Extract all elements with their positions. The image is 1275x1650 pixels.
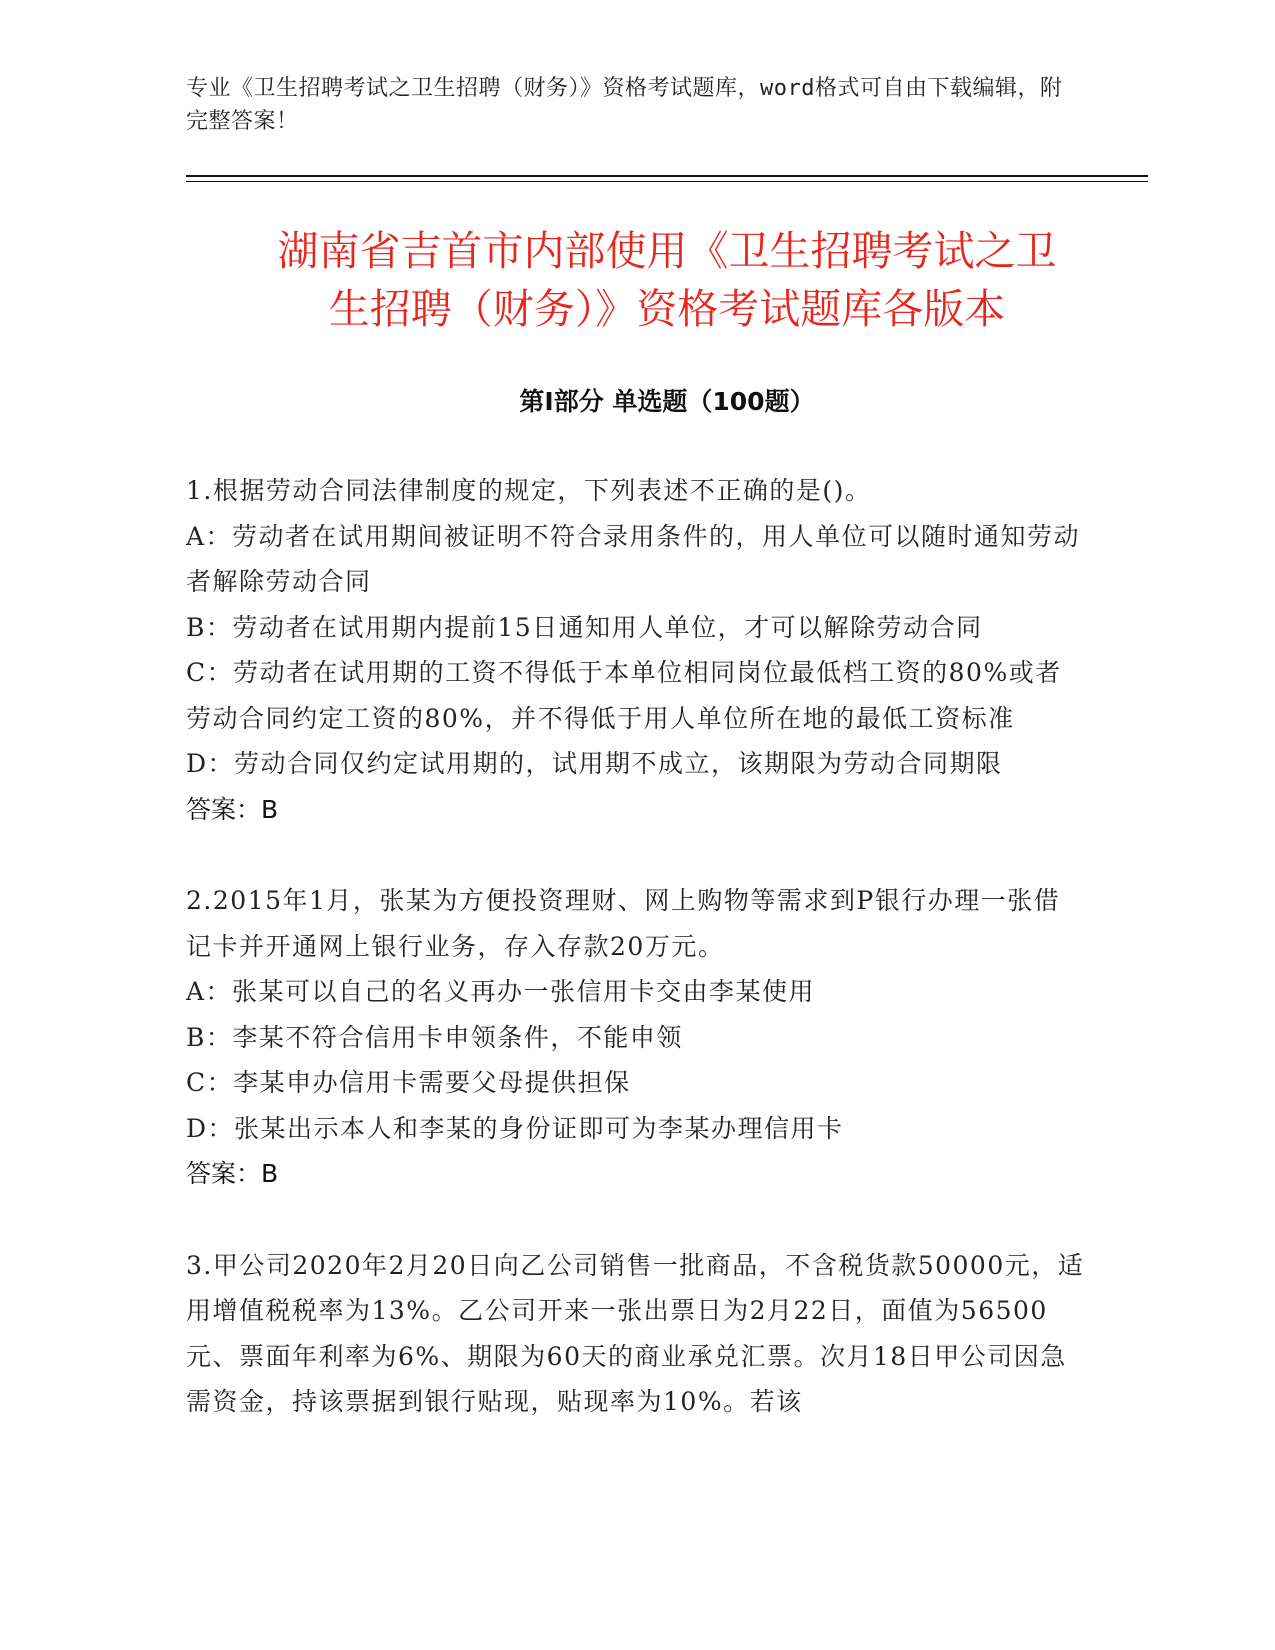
option-a: A：劳动者在试用期间被证明不符合录用条件的，用人单位可以随时通知劳动者解除劳动合同: [186, 521, 1081, 596]
question-1: [186, 468, 1086, 832]
question-2: [186, 878, 1086, 1197]
option-b: B：李某不符合信用卡申领条件，不能申领: [186, 1022, 683, 1052]
option-c: C：劳动者在试用期的工资不得低于本单位相同岗位最低档工资的80%或者劳动合同约定工资的80%，并不得低于用人单位所在地的最低工资标准: [186, 658, 1062, 733]
question-stem: 3.甲公司2020年2月20日向乙公司销售一批商品，不含税货款50000元，适用增值税税率为13%。乙公司开来一张出票日为2月22日，面值为56500元、票面年利率为6%、期限为60天的商业承兑汇票。次月18日甲公司因急需资金，持该票据到银行贴现，贴现率为10%。若该: [186, 1250, 1085, 1416]
option-c: C：李某申办信用卡需要父母提供担保: [186, 1068, 631, 1097]
question-list: [186, 468, 1086, 1471]
header-note: 专业《卫生招聘考试之卫生招聘（财务）》资格考试题库，word格式可自由下载编辑，附完整答案！: [186, 76, 1063, 134]
option-d: D：劳动合同仅约定试用期的，试用期不成立，该期限为劳动合同期限: [186, 749, 1003, 778]
question-stem: 2.2015年1月，张某为方便投资理财、网上购物等需求到P银行办理一张借记卡并开通网上银行业务，存入存款20万元。: [186, 886, 1061, 961]
option-d: D：张某出示本人和李某的身份证即可为李某办理信用卡: [186, 1113, 844, 1143]
section-heading: 第Ⅰ部分 单选题（100题）: [519, 387, 815, 416]
option-b: B：劳动者在试用期内提前15日通知用人单位，才可以解除劳动合同: [186, 612, 983, 642]
header-rule-thin: [186, 181, 1148, 182]
title-line-1: 湖南省吉首市内部使用《卫生招聘考试之卫: [277, 227, 1057, 275]
answer: 答案：B: [186, 1159, 279, 1188]
option-a: A：张某可以自己的名义再办一张信用卡交由李某使用: [186, 977, 816, 1006]
document-title: [186, 222, 1148, 338]
header-rule-thick: [186, 175, 1148, 177]
question-3: [186, 1243, 1086, 1425]
question-stem: 1.根据劳动合同法律制度的规定，下列表述不正确的是()。: [186, 476, 872, 505]
answer: 答案：B: [186, 794, 279, 824]
title-line-2: 生招聘（财务）》资格考试题库各版本: [328, 285, 1006, 333]
